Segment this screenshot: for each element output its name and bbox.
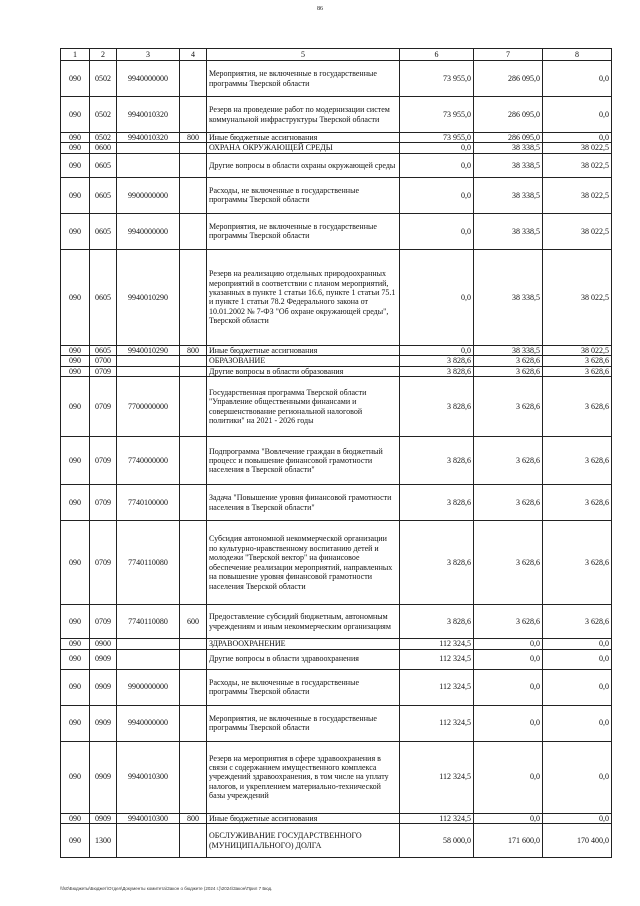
target-code-cell <box>117 143 180 153</box>
section-code-cell: 0502 <box>90 61 117 97</box>
admin-code-cell: 090 <box>61 824 90 858</box>
admin-code-cell: 090 <box>61 639 90 649</box>
expense-type-cell <box>180 249 207 345</box>
column-header: 1 <box>61 49 90 61</box>
table-row <box>61 485 612 521</box>
section-code-cell: 0909 <box>90 705 117 741</box>
amount-cell: 3 828,6 <box>400 605 474 639</box>
section-code-cell: 0709 <box>90 437 117 485</box>
amount-cell: 38 338,5 <box>474 213 543 249</box>
amount-cell: 73 955,0 <box>400 97 474 133</box>
table-header-row <box>61 49 612 61</box>
admin-code-cell: 090 <box>61 153 90 177</box>
column-header: 4 <box>180 49 207 61</box>
table-row <box>61 143 612 153</box>
item-name-cell: ОБРАЗОВАНИЕ <box>207 356 400 366</box>
section-code-cell: 0709 <box>90 485 117 521</box>
amount-cell: 112 324,5 <box>400 639 474 649</box>
admin-code-cell: 090 <box>61 669 90 705</box>
target-code-cell: 9940000000 <box>117 705 180 741</box>
section-code-cell: 1300 <box>90 824 117 858</box>
target-code-cell <box>117 824 180 858</box>
amount-cell: 3 828,6 <box>400 485 474 521</box>
expense-type-cell <box>180 213 207 249</box>
section-code-cell: 0709 <box>90 521 117 605</box>
expense-type-cell: 800 <box>180 813 207 823</box>
target-code-cell <box>117 639 180 649</box>
target-code-cell: 9940010320 <box>117 97 180 133</box>
admin-code-cell: 090 <box>61 521 90 605</box>
file-path-footer: \\fs0\Бюджеты\Бюджет\Отдел\Документы комитета\Закон о бюджете (2024 г.)\2024\Закон\Прил 7 Бюд. <box>60 886 273 891</box>
column-header: 5 <box>207 49 400 61</box>
table-row <box>61 133 612 143</box>
admin-code-cell: 090 <box>61 366 90 376</box>
section-code-cell: 0502 <box>90 133 117 143</box>
item-name-cell: Другие вопросы в области здравоохранения <box>207 649 400 669</box>
table-row <box>61 639 612 649</box>
table-row <box>61 824 612 858</box>
section-code-cell: 0709 <box>90 605 117 639</box>
item-name-cell: Резерв на реализацию отдельных природоохранных мероприятий в соответствии с планом мероприятий, указанных в пункте 1 статьи 16.6, пункте 1 статьи 75.1 и пункте 1 статьи 78.2 Федерального закона от 10.01.2002 № 7-ФЗ "Об охране окружающей среды", Тверской области <box>207 249 400 345</box>
budget-table <box>60 48 612 858</box>
column-header: 8 <box>543 49 612 61</box>
amount-cell: 3 828,6 <box>400 366 474 376</box>
table-row <box>61 649 612 669</box>
amount-cell: 3 628,6 <box>474 485 543 521</box>
amount-cell: 3 628,6 <box>543 485 612 521</box>
item-name-cell: ОБСЛУЖИВАНИЕ ГОСУДАРСТВЕННОГО (МУНИЦИПАЛЬНОГО) ДОЛГА <box>207 824 400 858</box>
amount-cell: 38 022,5 <box>543 177 612 213</box>
target-code-cell: 7740110080 <box>117 521 180 605</box>
item-name-cell: Резерв на проведение работ по модернизации систем коммунальной инфраструктуры Тверской области <box>207 97 400 133</box>
table-row <box>61 177 612 213</box>
admin-code-cell: 090 <box>61 177 90 213</box>
amount-cell: 3 628,6 <box>543 377 612 437</box>
amount-cell: 38 338,5 <box>474 249 543 345</box>
amount-cell: 0,0 <box>543 97 612 133</box>
table-row <box>61 213 612 249</box>
expense-type-cell <box>180 61 207 97</box>
table-row <box>61 521 612 605</box>
target-code-cell: 9940010300 <box>117 741 180 813</box>
target-code-cell: 7700000000 <box>117 377 180 437</box>
expense-type-cell <box>180 649 207 669</box>
section-code-cell: 0605 <box>90 153 117 177</box>
amount-cell: 3 628,6 <box>474 605 543 639</box>
amount-cell: 58 000,0 <box>400 824 474 858</box>
amount-cell: 38 022,5 <box>543 213 612 249</box>
expense-type-cell <box>180 485 207 521</box>
amount-cell: 3 628,6 <box>543 366 612 376</box>
target-code-cell: 9900000000 <box>117 177 180 213</box>
amount-cell: 3 628,6 <box>474 366 543 376</box>
expense-type-cell <box>180 639 207 649</box>
target-code-cell: 9940000000 <box>117 61 180 97</box>
expense-type-cell <box>180 669 207 705</box>
target-code-cell: 9940000000 <box>117 213 180 249</box>
admin-code-cell: 090 <box>61 377 90 437</box>
amount-cell: 38 338,5 <box>474 177 543 213</box>
amount-cell: 286 095,0 <box>474 97 543 133</box>
admin-code-cell: 090 <box>61 649 90 669</box>
amount-cell: 112 324,5 <box>400 705 474 741</box>
section-code-cell: 0709 <box>90 366 117 376</box>
expense-type-cell <box>180 437 207 485</box>
amount-cell: 0,0 <box>543 133 612 143</box>
expense-type-cell: 800 <box>180 345 207 355</box>
expense-type-cell <box>180 153 207 177</box>
amount-cell: 0,0 <box>474 741 543 813</box>
table-row <box>61 669 612 705</box>
column-header: 7 <box>474 49 543 61</box>
amount-cell: 0,0 <box>543 669 612 705</box>
amount-cell: 0,0 <box>474 813 543 823</box>
amount-cell: 0,0 <box>400 143 474 153</box>
admin-code-cell: 090 <box>61 485 90 521</box>
section-code-cell: 0600 <box>90 143 117 153</box>
table-row <box>61 356 612 366</box>
table-row <box>61 813 612 823</box>
expense-type-cell: 800 <box>180 133 207 143</box>
section-code-cell: 0909 <box>90 649 117 669</box>
amount-cell: 112 324,5 <box>400 813 474 823</box>
section-code-cell: 0700 <box>90 356 117 366</box>
admin-code-cell: 090 <box>61 133 90 143</box>
target-code-cell: 7740000000 <box>117 437 180 485</box>
amount-cell: 0,0 <box>474 669 543 705</box>
amount-cell: 38 022,5 <box>543 249 612 345</box>
item-name-cell: Другие вопросы в области образования <box>207 366 400 376</box>
table-row <box>61 249 612 345</box>
expense-type-cell <box>180 741 207 813</box>
admin-code-cell: 090 <box>61 97 90 133</box>
target-code-cell: 9940010300 <box>117 813 180 823</box>
column-header: 6 <box>400 49 474 61</box>
amount-cell: 0,0 <box>400 213 474 249</box>
expense-type-cell <box>180 177 207 213</box>
item-name-cell: ЗДРАВООХРАНЕНИЕ <box>207 639 400 649</box>
amount-cell: 0,0 <box>543 61 612 97</box>
table-row <box>61 61 612 97</box>
amount-cell: 3 628,6 <box>474 521 543 605</box>
table-row <box>61 153 612 177</box>
amount-cell: 38 338,5 <box>474 143 543 153</box>
table-row <box>61 705 612 741</box>
amount-cell: 0,0 <box>474 705 543 741</box>
target-code-cell: 9940010320 <box>117 133 180 143</box>
expense-type-cell: 600 <box>180 605 207 639</box>
expense-type-cell <box>180 143 207 153</box>
admin-code-cell: 090 <box>61 605 90 639</box>
amount-cell: 73 955,0 <box>400 133 474 143</box>
amount-cell: 112 324,5 <box>400 741 474 813</box>
table-row <box>61 741 612 813</box>
admin-code-cell: 090 <box>61 356 90 366</box>
table-row <box>61 377 612 437</box>
amount-cell: 171 600,0 <box>474 824 543 858</box>
amount-cell: 0,0 <box>474 639 543 649</box>
amount-cell: 286 095,0 <box>474 61 543 97</box>
item-name-cell: Резерв на мероприятия в сфере здравоохранения в связи с содержанием имущественного комплекса учреждений здравоохранения, в том числе на уплату налогов, и укреплением материально-технической базы учреждений <box>207 741 400 813</box>
column-header: 2 <box>90 49 117 61</box>
target-code-cell <box>117 649 180 669</box>
amount-cell: 0,0 <box>543 705 612 741</box>
amount-cell: 38 022,5 <box>543 345 612 355</box>
expense-type-cell <box>180 377 207 437</box>
amount-cell: 3 628,6 <box>543 356 612 366</box>
item-name-cell: Субсидия автономной некоммерческой организации по культурно-нравственному воспитанию детей и молодежи "Тверской вектор" на финансовое обеспечение реализации мероприятий, направленных на повышение уровня финансовой грамотности населения Тверской области <box>207 521 400 605</box>
target-code-cell: 9900000000 <box>117 669 180 705</box>
section-code-cell: 0605 <box>90 345 117 355</box>
item-name-cell: Иные бюджетные ассигнования <box>207 813 400 823</box>
amount-cell: 3 628,6 <box>474 437 543 485</box>
amount-cell: 73 955,0 <box>400 61 474 97</box>
amount-cell: 38 022,5 <box>543 153 612 177</box>
item-name-cell: Предоставление субсидий бюджетным, автономным учреждениям и иным некоммерческим организациям <box>207 605 400 639</box>
section-code-cell: 0605 <box>90 213 117 249</box>
section-code-cell: 0900 <box>90 639 117 649</box>
table-row <box>61 345 612 355</box>
target-code-cell <box>117 356 180 366</box>
target-code-cell <box>117 366 180 376</box>
amount-cell: 3 828,6 <box>400 377 474 437</box>
item-name-cell: Мероприятия, не включенные в государственные программы Тверской области <box>207 213 400 249</box>
section-code-cell: 0909 <box>90 669 117 705</box>
amount-cell: 0,0 <box>543 639 612 649</box>
admin-code-cell: 090 <box>61 143 90 153</box>
admin-code-cell: 090 <box>61 61 90 97</box>
table-row <box>61 366 612 376</box>
item-name-cell: Иные бюджетные ассигнования <box>207 345 400 355</box>
amount-cell: 286 095,0 <box>474 133 543 143</box>
expense-type-cell <box>180 97 207 133</box>
item-name-cell: Подпрограмма "Вовлечение граждан в бюджетный процесс и повышение финансовой грамотности населения в Тверской области" <box>207 437 400 485</box>
column-header: 3 <box>117 49 180 61</box>
item-name-cell: Другие вопросы в области охраны окружающей среды <box>207 153 400 177</box>
target-code-cell: 9940010290 <box>117 345 180 355</box>
expense-type-cell <box>180 824 207 858</box>
amount-cell: 0,0 <box>400 177 474 213</box>
amount-cell: 112 324,5 <box>400 649 474 669</box>
page-number: 86 <box>317 6 323 12</box>
admin-code-cell: 090 <box>61 345 90 355</box>
expense-type-cell <box>180 521 207 605</box>
target-code-cell <box>117 153 180 177</box>
amount-cell: 0,0 <box>543 813 612 823</box>
admin-code-cell: 090 <box>61 813 90 823</box>
expense-type-cell <box>180 356 207 366</box>
item-name-cell: Иные бюджетные ассигнования <box>207 133 400 143</box>
admin-code-cell: 090 <box>61 213 90 249</box>
amount-cell: 38 338,5 <box>474 153 543 177</box>
target-code-cell: 9940010290 <box>117 249 180 345</box>
admin-code-cell: 090 <box>61 437 90 485</box>
amount-cell: 0,0 <box>474 649 543 669</box>
target-code-cell: 7740100000 <box>117 485 180 521</box>
amount-cell: 3 628,6 <box>474 356 543 366</box>
amount-cell: 3 628,6 <box>474 377 543 437</box>
amount-cell: 3 828,6 <box>400 356 474 366</box>
amount-cell: 38 022,5 <box>543 143 612 153</box>
section-code-cell: 0909 <box>90 741 117 813</box>
item-name-cell: Задача "Повышение уровня финансовой грамотности населения в Тверской области" <box>207 485 400 521</box>
amount-cell: 0,0 <box>543 741 612 813</box>
amount-cell: 3 828,6 <box>400 437 474 485</box>
table-row <box>61 605 612 639</box>
item-name-cell: Расходы, не включенные в государственные программы Тверской области <box>207 669 400 705</box>
amount-cell: 3 828,6 <box>400 521 474 605</box>
table-row <box>61 437 612 485</box>
section-code-cell: 0909 <box>90 813 117 823</box>
table-row <box>61 97 612 133</box>
item-name-cell: ОХРАНА ОКРУЖАЮЩЕЙ СРЕДЫ <box>207 143 400 153</box>
amount-cell: 0,0 <box>400 345 474 355</box>
amount-cell: 0,0 <box>543 649 612 669</box>
item-name-cell: Мероприятия, не включенные в государственные программы Тверской области <box>207 705 400 741</box>
target-code-cell: 7740110080 <box>117 605 180 639</box>
expense-type-cell <box>180 366 207 376</box>
item-name-cell: Государственная программа Тверской области "Управление общественными финансами и совершенствование региональной налоговой политики" на 2021 - 2026 годы <box>207 377 400 437</box>
amount-cell: 3 628,6 <box>543 521 612 605</box>
amount-cell: 112 324,5 <box>400 669 474 705</box>
amount-cell: 170 400,0 <box>543 824 612 858</box>
section-code-cell: 0502 <box>90 97 117 133</box>
amount-cell: 3 628,6 <box>543 437 612 485</box>
admin-code-cell: 090 <box>61 741 90 813</box>
admin-code-cell: 090 <box>61 249 90 345</box>
item-name-cell: Расходы, не включенные в государственные программы Тверской области <box>207 177 400 213</box>
amount-cell: 38 338,5 <box>474 345 543 355</box>
section-code-cell: 0605 <box>90 177 117 213</box>
amount-cell: 3 628,6 <box>543 605 612 639</box>
section-code-cell: 0605 <box>90 249 117 345</box>
expense-type-cell <box>180 705 207 741</box>
amount-cell: 0,0 <box>400 153 474 177</box>
amount-cell: 0,0 <box>400 249 474 345</box>
section-code-cell: 0709 <box>90 377 117 437</box>
item-name-cell: Мероприятия, не включенные в государственные программы Тверской области <box>207 61 400 97</box>
admin-code-cell: 090 <box>61 705 90 741</box>
